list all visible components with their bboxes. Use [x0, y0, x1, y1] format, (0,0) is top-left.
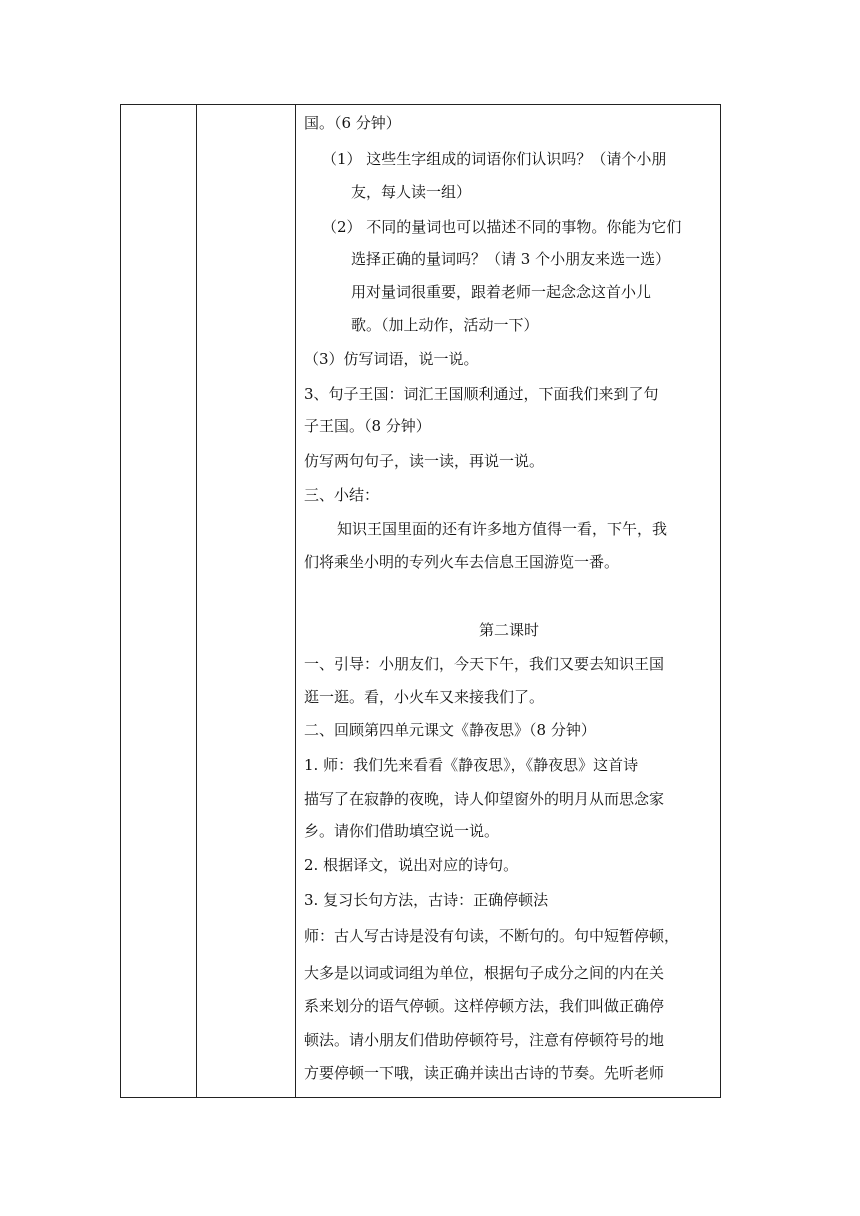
text-line: 逛一逛。看，小火车又来接我们了。 [304, 688, 545, 706]
column-divider [295, 105, 296, 1097]
text-line: 知识王国里面的还有许多地方值得一看，下午，我 [337, 520, 668, 538]
text-line: 用对量词很重要，跟着老师一起念念这首小儿 [351, 283, 652, 301]
lesson-plan-table [120, 104, 721, 1098]
text-line: 3、句子王国：词汇王国顺利通过，下面我们来到了句 [304, 385, 659, 403]
text-line: 系来划分的语气停顿。这样停顿方法，我们叫做正确停 [304, 997, 665, 1015]
text-line: （3）仿写词语，说一说。 [304, 350, 479, 368]
column-divider [196, 105, 197, 1097]
text-line: 歌。（加上动作，活动一下） [351, 316, 539, 334]
text-line: （2） 不同的量词也可以描述不同的事物。你能为它们 [322, 218, 682, 236]
text-line: 描写了在寂静的夜晚，诗人仰望窗外的明月从而思念家 [304, 790, 665, 808]
text-line: 乡。请你们借助填空说一说。 [304, 822, 500, 840]
text-line: 大多是以词或词组为单位，根据句子成分之间的内在关 [304, 964, 665, 982]
text-line: 二、回顾第四单元课文《静夜思》（8 分钟） [304, 721, 596, 739]
section-heading: 第二课时 [478, 621, 539, 639]
text-line: （1） 这些生字组成的词语你们认识吗？（请个小朋 [322, 150, 667, 168]
text-line: 师：古人写古诗是没有句读，不断句的。句中短暂停顿， [304, 927, 680, 945]
text-line: 们将乘坐小明的专列火车去信息王国游览一番。 [304, 553, 620, 571]
text-line: 方要停顿一下哦，读正确并读出古诗的节奏。先听老师 [304, 1064, 665, 1082]
text-line: 选择正确的量词吗？（请 3 个小朋友来选一选） [351, 250, 671, 268]
text-line: 顿法。请小朋友们借助停顿符号，注意有停顿符号的地 [304, 1031, 665, 1049]
text-line: 子王国。（8 分钟） [304, 417, 431, 435]
text-line: 友，每人读一组） [351, 183, 472, 201]
text-line: 3. 复习长句方法，古诗：正确停顿法 [304, 891, 549, 909]
text-line: 一、引导：小朋友们，今天下午，我们又要去知识王国 [304, 655, 665, 673]
lesson-content-cell [304, 105, 714, 1097]
text-line: 仿写两句句子，读一读，再说一说。 [304, 452, 545, 470]
text-line: 1. 师：我们先来看看《静夜思》，《静夜思》这首诗 [304, 756, 639, 774]
text-line: 2. 根据译文，说出对应的诗句。 [304, 856, 519, 874]
text-line: 国。（6 分钟） [304, 114, 401, 132]
text-line: 三、小结： [304, 486, 380, 504]
